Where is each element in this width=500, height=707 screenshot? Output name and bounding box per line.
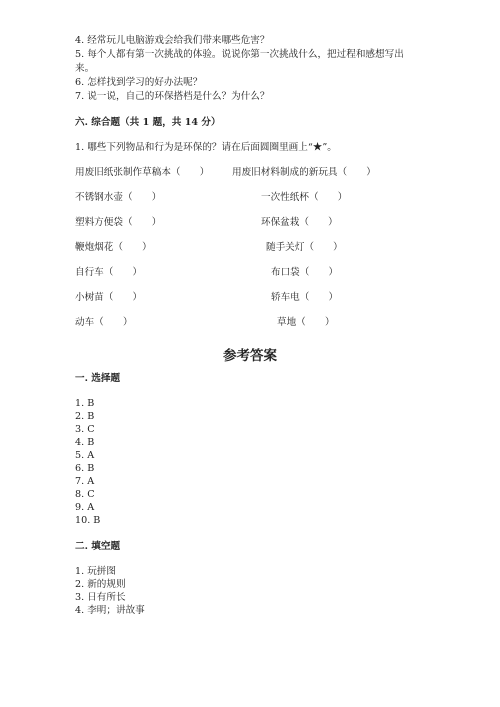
answer-3: 3. C <box>75 424 95 435</box>
item-right-1: 用废旧材料制成的新玩具（ ） <box>232 167 376 178</box>
section-6-question: 1. 哪些下列物品和行为是环保的？请在后面圆圈里画上“★”。 <box>75 142 337 153</box>
item-left-4: 鞭炮烟花（ ） <box>75 242 152 253</box>
answers-title: 参考答案 <box>223 348 277 364</box>
answers-part2-heading: 二. 填空题 <box>75 541 121 552</box>
item-left-6: 小树苗（ ） <box>75 292 143 303</box>
item-right-2: 一次性纸杯（ ） <box>261 192 348 203</box>
item-right-6: 轿车电（ ） <box>271 292 339 303</box>
question-4: 4. 经常玩儿电脑游戏会给我们带来哪些危害？ <box>75 35 270 46</box>
answer-9: 9. A <box>75 502 95 513</box>
answer-6: 6. B <box>75 463 95 474</box>
answer-1: 1. B <box>75 398 95 409</box>
item-right-7: 草地（ ） <box>277 317 335 328</box>
fill-answer-4: 4. 李明；讲故事 <box>75 605 145 616</box>
item-left-1: 用废旧纸张制作草稿本（ ） <box>75 167 210 178</box>
question-6: 6. 怎样找到学习的好办法呢？ <box>75 77 203 88</box>
answer-4: 4. B <box>75 437 95 448</box>
item-right-4: 随手关灯（ ） <box>266 242 343 253</box>
item-left-7: 动车（ ） <box>75 317 133 328</box>
fill-answer-2: 2. 新的规则 <box>75 579 126 590</box>
answer-5: 5. A <box>75 450 95 461</box>
fill-answer-3: 3. 日有所长 <box>75 592 126 603</box>
answer-7: 7. A <box>75 476 95 487</box>
item-left-2: 不锈钢水壶（ ） <box>75 192 162 203</box>
question-5: 5. 每个人都有第一次挑战的体验。说说你第一次挑战什么，把过程和感想写出 <box>75 49 404 60</box>
answers-part1-heading: 一. 选择题 <box>75 373 121 384</box>
answer-8: 8. C <box>75 489 95 500</box>
item-right-5: 布口袋（ ） <box>271 267 339 278</box>
answer-10: 10. B <box>75 515 101 526</box>
item-left-3: 塑料方便袋（ ） <box>75 217 162 228</box>
item-left-5: 自行车（ ） <box>75 267 143 278</box>
question-7: 7. 说一说，自己的环保搭档是什么？为什么？ <box>75 91 270 102</box>
section-6-heading: 六. 综合题（共 1 题，共 14 分） <box>75 117 221 128</box>
fill-answer-1: 1. 玩拼图 <box>75 566 116 577</box>
item-right-3: 环保盆栽（ ） <box>261 217 338 228</box>
answer-2: 2. B <box>75 411 95 422</box>
question-5-continued: 来。 <box>75 63 95 74</box>
